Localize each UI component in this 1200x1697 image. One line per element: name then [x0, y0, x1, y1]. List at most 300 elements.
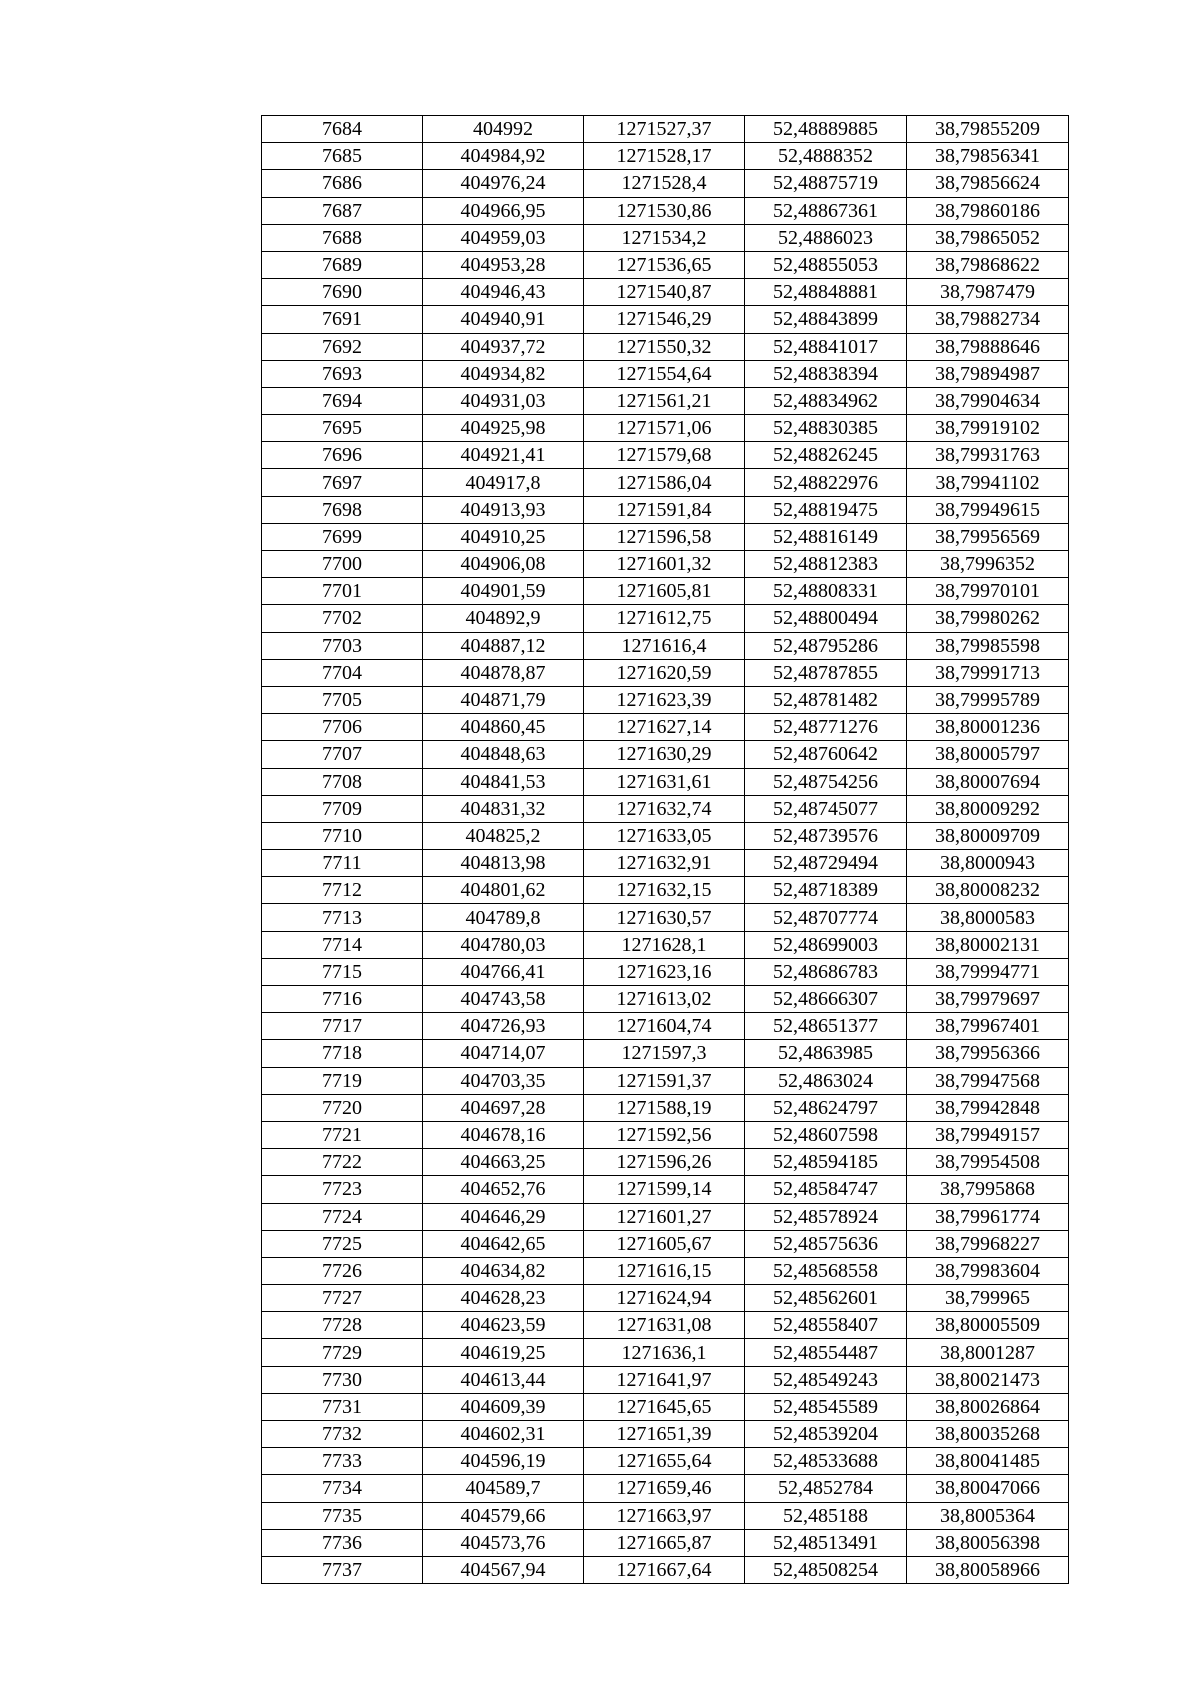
longitude-cell: 38,79983604: [907, 1257, 1069, 1284]
latitude-cell: 52,48754256: [745, 768, 907, 795]
x-coordinate-cell: 404613,44: [423, 1366, 584, 1393]
table-row: [262, 197, 1069, 224]
latitude-cell: 52,48841017: [745, 333, 907, 360]
longitude-cell: 38,79956569: [907, 523, 1069, 550]
point-number-cell: 7715: [262, 958, 423, 985]
point-number-cell: 7692: [262, 333, 423, 360]
x-coordinate-cell: 404878,87: [423, 659, 584, 686]
x-coordinate-cell: 404714,07: [423, 1040, 584, 1067]
x-coordinate-cell: 404813,98: [423, 850, 584, 877]
y-coordinate-cell: 1271616,4: [584, 632, 745, 659]
point-number-cell: 7721: [262, 1121, 423, 1148]
longitude-cell: 38,79860186: [907, 197, 1069, 224]
point-number-cell: 7733: [262, 1448, 423, 1475]
table-row: [262, 387, 1069, 414]
table-row: [262, 360, 1069, 387]
y-coordinate-cell: 1271601,32: [584, 551, 745, 578]
latitude-cell: 52,48578924: [745, 1203, 907, 1230]
latitude-cell: 52,48539204: [745, 1421, 907, 1448]
x-coordinate-cell: 404789,8: [423, 904, 584, 931]
point-number-cell: 7700: [262, 551, 423, 578]
x-coordinate-cell: 404871,79: [423, 686, 584, 713]
x-coordinate-cell: 404940,91: [423, 306, 584, 333]
y-coordinate-cell: 1271546,29: [584, 306, 745, 333]
point-number-cell: 7695: [262, 415, 423, 442]
y-coordinate-cell: 1271571,06: [584, 415, 745, 442]
y-coordinate-cell: 1271623,39: [584, 686, 745, 713]
longitude-cell: 38,7995868: [907, 1176, 1069, 1203]
y-coordinate-cell: 1271605,81: [584, 578, 745, 605]
y-coordinate-cell: 1271599,14: [584, 1176, 745, 1203]
table-row: [262, 632, 1069, 659]
table-row: [262, 714, 1069, 741]
table-row: [262, 1121, 1069, 1148]
point-number-cell: 7734: [262, 1475, 423, 1502]
point-number-cell: 7693: [262, 360, 423, 387]
point-number-cell: 7704: [262, 659, 423, 686]
x-coordinate-cell: 404892,9: [423, 605, 584, 632]
table-row: [262, 578, 1069, 605]
longitude-cell: 38,8000583: [907, 904, 1069, 931]
longitude-cell: 38,79931763: [907, 442, 1069, 469]
longitude-cell: 38,80005509: [907, 1312, 1069, 1339]
y-coordinate-cell: 1271632,74: [584, 795, 745, 822]
longitude-cell: 38,80047066: [907, 1475, 1069, 1502]
point-number-cell: 7701: [262, 578, 423, 605]
point-number-cell: 7710: [262, 822, 423, 849]
table-row: [262, 1448, 1069, 1475]
latitude-cell: 52,48781482: [745, 686, 907, 713]
longitude-cell: 38,80002131: [907, 931, 1069, 958]
table-row: [262, 986, 1069, 1013]
latitude-cell: 52,48549243: [745, 1366, 907, 1393]
y-coordinate-cell: 1271554,64: [584, 360, 745, 387]
x-coordinate-cell: 404921,41: [423, 442, 584, 469]
point-number-cell: 7708: [262, 768, 423, 795]
longitude-cell: 38,79856341: [907, 143, 1069, 170]
point-number-cell: 7709: [262, 795, 423, 822]
point-number-cell: 7723: [262, 1176, 423, 1203]
y-coordinate-cell: 1271588,19: [584, 1094, 745, 1121]
table-row: [262, 1176, 1069, 1203]
table-row: [262, 523, 1069, 550]
latitude-cell: 52,4886023: [745, 224, 907, 251]
point-number-cell: 7699: [262, 523, 423, 550]
y-coordinate-cell: 1271592,56: [584, 1121, 745, 1148]
x-coordinate-cell: 404579,66: [423, 1502, 584, 1529]
point-number-cell: 7706: [262, 714, 423, 741]
y-coordinate-cell: 1271630,57: [584, 904, 745, 931]
latitude-cell: 52,48800494: [745, 605, 907, 632]
y-coordinate-cell: 1271636,1: [584, 1339, 745, 1366]
latitude-cell: 52,48812383: [745, 551, 907, 578]
longitude-cell: 38,80009292: [907, 795, 1069, 822]
y-coordinate-cell: 1271655,64: [584, 1448, 745, 1475]
latitude-cell: 52,48666307: [745, 986, 907, 1013]
longitude-cell: 38,79942848: [907, 1094, 1069, 1121]
longitude-cell: 38,79967401: [907, 1013, 1069, 1040]
y-coordinate-cell: 1271663,97: [584, 1502, 745, 1529]
y-coordinate-cell: 1271534,2: [584, 224, 745, 251]
x-coordinate-cell: 404726,93: [423, 1013, 584, 1040]
longitude-cell: 38,79894987: [907, 360, 1069, 387]
x-coordinate-cell: 404910,25: [423, 523, 584, 550]
longitude-cell: 38,79888646: [907, 333, 1069, 360]
point-number-cell: 7691: [262, 306, 423, 333]
table-row: [262, 659, 1069, 686]
table-row: [262, 442, 1069, 469]
latitude-cell: 52,48568558: [745, 1257, 907, 1284]
latitude-cell: 52,48707774: [745, 904, 907, 931]
table-row: [262, 1040, 1069, 1067]
x-coordinate-cell: 404901,59: [423, 578, 584, 605]
latitude-cell: 52,48513491: [745, 1529, 907, 1556]
table-row: [262, 1067, 1069, 1094]
point-number-cell: 7712: [262, 877, 423, 904]
x-coordinate-cell: 404589,7: [423, 1475, 584, 1502]
y-coordinate-cell: 1271597,3: [584, 1040, 745, 1067]
point-number-cell: 7736: [262, 1529, 423, 1556]
point-number-cell: 7684: [262, 116, 423, 143]
latitude-cell: 52,48787855: [745, 659, 907, 686]
y-coordinate-cell: 1271527,37: [584, 116, 745, 143]
x-coordinate-cell: 404642,65: [423, 1230, 584, 1257]
point-number-cell: 7719: [262, 1067, 423, 1094]
point-number-cell: 7728: [262, 1312, 423, 1339]
latitude-cell: 52,48533688: [745, 1448, 907, 1475]
table-row: [262, 251, 1069, 278]
x-coordinate-cell: 404825,2: [423, 822, 584, 849]
coordinates-table-body: [262, 116, 1069, 1584]
longitude-cell: 38,79949157: [907, 1121, 1069, 1148]
latitude-cell: 52,48699003: [745, 931, 907, 958]
point-number-cell: 7735: [262, 1502, 423, 1529]
x-coordinate-cell: 404602,31: [423, 1421, 584, 1448]
x-coordinate-cell: 404743,58: [423, 986, 584, 1013]
y-coordinate-cell: 1271540,87: [584, 279, 745, 306]
y-coordinate-cell: 1271645,65: [584, 1393, 745, 1420]
y-coordinate-cell: 1271628,1: [584, 931, 745, 958]
latitude-cell: 52,48855053: [745, 251, 907, 278]
longitude-cell: 38,80035268: [907, 1421, 1069, 1448]
longitude-cell: 38,79980262: [907, 605, 1069, 632]
x-coordinate-cell: 404946,43: [423, 279, 584, 306]
point-number-cell: 7703: [262, 632, 423, 659]
y-coordinate-cell: 1271561,21: [584, 387, 745, 414]
latitude-cell: 52,48558407: [745, 1312, 907, 1339]
latitude-cell: 52,4852784: [745, 1475, 907, 1502]
table-row: [262, 1366, 1069, 1393]
y-coordinate-cell: 1271601,27: [584, 1203, 745, 1230]
x-coordinate-cell: 404801,62: [423, 877, 584, 904]
latitude-cell: 52,48875719: [745, 170, 907, 197]
table-row: [262, 931, 1069, 958]
x-coordinate-cell: 404917,8: [423, 469, 584, 496]
y-coordinate-cell: 1271623,16: [584, 958, 745, 985]
point-number-cell: 7688: [262, 224, 423, 251]
y-coordinate-cell: 1271620,59: [584, 659, 745, 686]
longitude-cell: 38,79856624: [907, 170, 1069, 197]
table-row: [262, 415, 1069, 442]
point-number-cell: 7716: [262, 986, 423, 1013]
latitude-cell: 52,48745077: [745, 795, 907, 822]
x-coordinate-cell: 404573,76: [423, 1529, 584, 1556]
longitude-cell: 38,7996352: [907, 551, 1069, 578]
x-coordinate-cell: 404646,29: [423, 1203, 584, 1230]
latitude-cell: 52,48739576: [745, 822, 907, 849]
table-row: [262, 116, 1069, 143]
longitude-cell: 38,80008232: [907, 877, 1069, 904]
table-row: [262, 279, 1069, 306]
longitude-cell: 38,79991713: [907, 659, 1069, 686]
point-number-cell: 7697: [262, 469, 423, 496]
table-row: [262, 958, 1069, 985]
longitude-cell: 38,79985598: [907, 632, 1069, 659]
table-row: [262, 1393, 1069, 1420]
x-coordinate-cell: 404992: [423, 116, 584, 143]
longitude-cell: 38,79979697: [907, 986, 1069, 1013]
point-number-cell: 7696: [262, 442, 423, 469]
point-number-cell: 7711: [262, 850, 423, 877]
longitude-cell: 38,79865052: [907, 224, 1069, 251]
x-coordinate-cell: 404623,59: [423, 1312, 584, 1339]
longitude-cell: 38,80056398: [907, 1529, 1069, 1556]
longitude-cell: 38,8000943: [907, 850, 1069, 877]
x-coordinate-cell: 404934,82: [423, 360, 584, 387]
x-coordinate-cell: 404925,98: [423, 415, 584, 442]
x-coordinate-cell: 404628,23: [423, 1285, 584, 1312]
point-number-cell: 7737: [262, 1556, 423, 1583]
longitude-cell: 38,79904634: [907, 387, 1069, 414]
x-coordinate-cell: 404697,28: [423, 1094, 584, 1121]
point-number-cell: 7731: [262, 1393, 423, 1420]
longitude-cell: 38,79968227: [907, 1230, 1069, 1257]
point-number-cell: 7707: [262, 741, 423, 768]
point-number-cell: 7702: [262, 605, 423, 632]
y-coordinate-cell: 1271579,68: [584, 442, 745, 469]
longitude-cell: 38,79941102: [907, 469, 1069, 496]
point-number-cell: 7725: [262, 1230, 423, 1257]
point-number-cell: 7698: [262, 496, 423, 523]
latitude-cell: 52,48826245: [745, 442, 907, 469]
longitude-cell: 38,8005364: [907, 1502, 1069, 1529]
y-coordinate-cell: 1271613,02: [584, 986, 745, 1013]
longitude-cell: 38,80007694: [907, 768, 1069, 795]
longitude-cell: 38,80021473: [907, 1366, 1069, 1393]
x-coordinate-cell: 404619,25: [423, 1339, 584, 1366]
point-number-cell: 7718: [262, 1040, 423, 1067]
table-row: [262, 768, 1069, 795]
coordinates-table: [261, 115, 1069, 1584]
point-number-cell: 7689: [262, 251, 423, 278]
longitude-cell: 38,80005797: [907, 741, 1069, 768]
table-row: [262, 143, 1069, 170]
latitude-cell: 52,48508254: [745, 1556, 907, 1583]
x-coordinate-cell: 404848,63: [423, 741, 584, 768]
latitude-cell: 52,48584747: [745, 1176, 907, 1203]
latitude-cell: 52,48771276: [745, 714, 907, 741]
y-coordinate-cell: 1271612,75: [584, 605, 745, 632]
x-coordinate-cell: 404887,12: [423, 632, 584, 659]
latitude-cell: 52,48795286: [745, 632, 907, 659]
x-coordinate-cell: 404634,82: [423, 1257, 584, 1284]
longitude-cell: 38,79995789: [907, 686, 1069, 713]
latitude-cell: 52,48808331: [745, 578, 907, 605]
longitude-cell: 38,80026864: [907, 1393, 1069, 1420]
y-coordinate-cell: 1271586,04: [584, 469, 745, 496]
latitude-cell: 52,48816149: [745, 523, 907, 550]
longitude-cell: 38,80041485: [907, 1448, 1069, 1475]
latitude-cell: 52,48729494: [745, 850, 907, 877]
latitude-cell: 52,48607598: [745, 1121, 907, 1148]
x-coordinate-cell: 404831,32: [423, 795, 584, 822]
point-number-cell: 7686: [262, 170, 423, 197]
table-row: [262, 551, 1069, 578]
y-coordinate-cell: 1271591,84: [584, 496, 745, 523]
x-coordinate-cell: 404976,24: [423, 170, 584, 197]
table-row: [262, 170, 1069, 197]
x-coordinate-cell: 404860,45: [423, 714, 584, 741]
latitude-cell: 52,48867361: [745, 197, 907, 224]
latitude-cell: 52,48718389: [745, 877, 907, 904]
y-coordinate-cell: 1271641,97: [584, 1366, 745, 1393]
latitude-cell: 52,48819475: [745, 496, 907, 523]
latitude-cell: 52,48838394: [745, 360, 907, 387]
longitude-cell: 38,80001236: [907, 714, 1069, 741]
x-coordinate-cell: 404906,08: [423, 551, 584, 578]
point-number-cell: 7722: [262, 1149, 423, 1176]
x-coordinate-cell: 404780,03: [423, 931, 584, 958]
x-coordinate-cell: 404937,72: [423, 333, 584, 360]
y-coordinate-cell: 1271630,29: [584, 741, 745, 768]
point-number-cell: 7717: [262, 1013, 423, 1040]
table-row: [262, 850, 1069, 877]
latitude-cell: 52,4863985: [745, 1040, 907, 1067]
table-row: [262, 224, 1069, 251]
y-coordinate-cell: 1271550,32: [584, 333, 745, 360]
point-number-cell: 7705: [262, 686, 423, 713]
y-coordinate-cell: 1271530,86: [584, 197, 745, 224]
y-coordinate-cell: 1271528,17: [584, 143, 745, 170]
table-row: [262, 1502, 1069, 1529]
y-coordinate-cell: 1271659,46: [584, 1475, 745, 1502]
x-coordinate-cell: 404953,28: [423, 251, 584, 278]
table-row: [262, 1529, 1069, 1556]
y-coordinate-cell: 1271631,61: [584, 768, 745, 795]
x-coordinate-cell: 404931,03: [423, 387, 584, 414]
y-coordinate-cell: 1271596,26: [584, 1149, 745, 1176]
table-row: [262, 822, 1069, 849]
table-row: [262, 1149, 1069, 1176]
table-row: [262, 1475, 1069, 1502]
x-coordinate-cell: 404663,25: [423, 1149, 584, 1176]
x-coordinate-cell: 404678,16: [423, 1121, 584, 1148]
point-number-cell: 7729: [262, 1339, 423, 1366]
latitude-cell: 52,48594185: [745, 1149, 907, 1176]
longitude-cell: 38,79949615: [907, 496, 1069, 523]
longitude-cell: 38,79956366: [907, 1040, 1069, 1067]
table-row: [262, 1421, 1069, 1448]
table-row: [262, 605, 1069, 632]
longitude-cell: 38,799965: [907, 1285, 1069, 1312]
latitude-cell: 52,48830385: [745, 415, 907, 442]
latitude-cell: 52,485188: [745, 1502, 907, 1529]
table-row: [262, 795, 1069, 822]
y-coordinate-cell: 1271528,4: [584, 170, 745, 197]
longitude-cell: 38,8001287: [907, 1339, 1069, 1366]
y-coordinate-cell: 1271667,64: [584, 1556, 745, 1583]
longitude-cell: 38,79947568: [907, 1067, 1069, 1094]
point-number-cell: 7726: [262, 1257, 423, 1284]
point-number-cell: 7685: [262, 143, 423, 170]
longitude-cell: 38,80058966: [907, 1556, 1069, 1583]
point-number-cell: 7687: [262, 197, 423, 224]
table-row: [262, 1230, 1069, 1257]
longitude-cell: 38,7987479: [907, 279, 1069, 306]
longitude-cell: 38,79882734: [907, 306, 1069, 333]
y-coordinate-cell: 1271632,91: [584, 850, 745, 877]
x-coordinate-cell: 404652,76: [423, 1176, 584, 1203]
latitude-cell: 52,48834962: [745, 387, 907, 414]
x-coordinate-cell: 404703,35: [423, 1067, 584, 1094]
longitude-cell: 38,79919102: [907, 415, 1069, 442]
latitude-cell: 52,48848881: [745, 279, 907, 306]
table-row: [262, 1257, 1069, 1284]
table-row: [262, 1094, 1069, 1121]
longitude-cell: 38,80009709: [907, 822, 1069, 849]
x-coordinate-cell: 404913,93: [423, 496, 584, 523]
x-coordinate-cell: 404959,03: [423, 224, 584, 251]
point-number-cell: 7714: [262, 931, 423, 958]
table-row: [262, 469, 1069, 496]
latitude-cell: 52,48545589: [745, 1393, 907, 1420]
table-row: [262, 1556, 1069, 1583]
latitude-cell: 52,48760642: [745, 741, 907, 768]
y-coordinate-cell: 1271651,39: [584, 1421, 745, 1448]
point-number-cell: 7713: [262, 904, 423, 931]
table-row: [262, 741, 1069, 768]
y-coordinate-cell: 1271633,05: [584, 822, 745, 849]
latitude-cell: 52,48651377: [745, 1013, 907, 1040]
y-coordinate-cell: 1271627,14: [584, 714, 745, 741]
y-coordinate-cell: 1271604,74: [584, 1013, 745, 1040]
latitude-cell: 52,48554487: [745, 1339, 907, 1366]
longitude-cell: 38,79961774: [907, 1203, 1069, 1230]
latitude-cell: 52,48889885: [745, 116, 907, 143]
point-number-cell: 7690: [262, 279, 423, 306]
point-number-cell: 7730: [262, 1366, 423, 1393]
x-coordinate-cell: 404596,19: [423, 1448, 584, 1475]
table-row: [262, 904, 1069, 931]
x-coordinate-cell: 404966,95: [423, 197, 584, 224]
longitude-cell: 38,79855209: [907, 116, 1069, 143]
table-row: [262, 306, 1069, 333]
latitude-cell: 52,48686783: [745, 958, 907, 985]
y-coordinate-cell: 1271665,87: [584, 1529, 745, 1556]
latitude-cell: 52,48562601: [745, 1285, 907, 1312]
y-coordinate-cell: 1271596,58: [584, 523, 745, 550]
point-number-cell: 7720: [262, 1094, 423, 1121]
table-row: [262, 496, 1069, 523]
table-row: [262, 1203, 1069, 1230]
y-coordinate-cell: 1271631,08: [584, 1312, 745, 1339]
table-row: [262, 877, 1069, 904]
longitude-cell: 38,79868622: [907, 251, 1069, 278]
table-row: [262, 1285, 1069, 1312]
longitude-cell: 38,79994771: [907, 958, 1069, 985]
x-coordinate-cell: 404841,53: [423, 768, 584, 795]
y-coordinate-cell: 1271605,67: [584, 1230, 745, 1257]
